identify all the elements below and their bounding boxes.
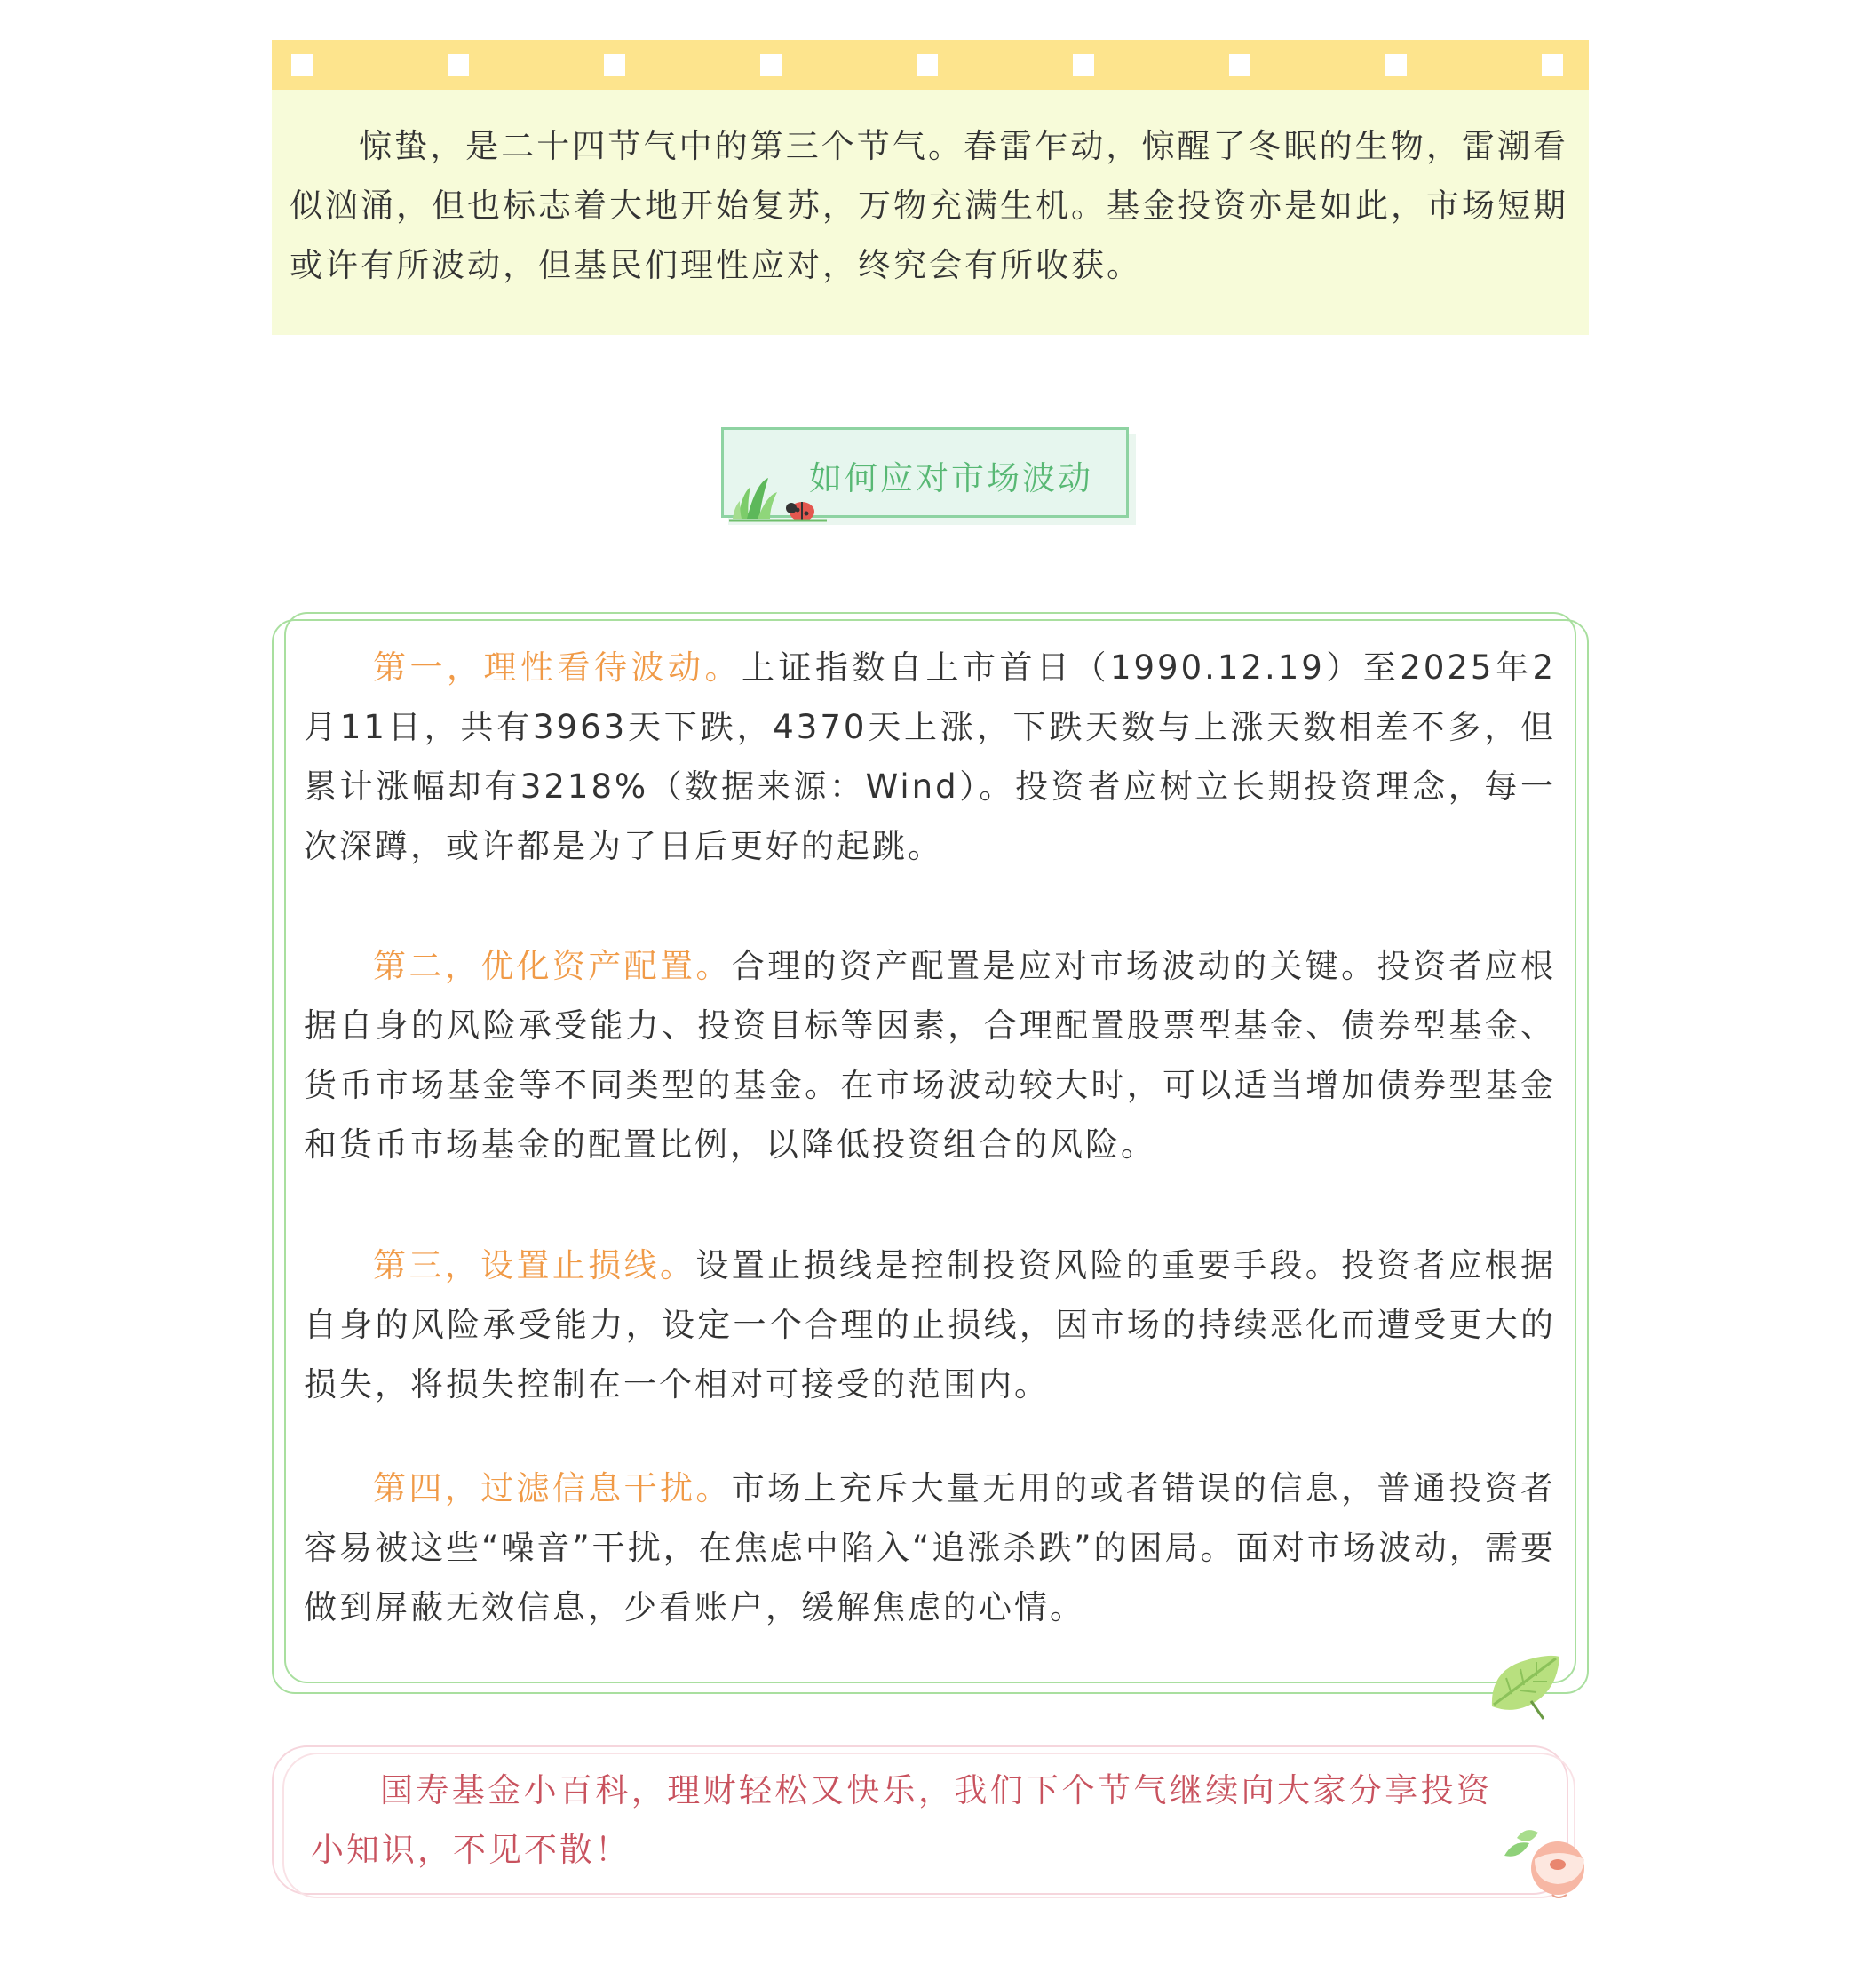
intro-card <box>272 40 1589 335</box>
leaf-icon <box>1485 1651 1565 1722</box>
strip-hole <box>291 54 313 76</box>
strip-hole <box>448 54 469 76</box>
tips-card <box>272 619 1589 1694</box>
tip-body: 合理的资产配置是应对市场波动的关键。投资者应根据自身的风险承受能力、投资目标等因素，合理配置股票型基金、债券型基金、货币市场基金等不同类型的基金。在市场波动较大时，可以适当增加债券型基金和货币市场基金的配置比例，以降低投资组合的风险。 <box>304 947 1556 1164</box>
intro-paragraph: 惊蛰，是二十四节气中的第三个节气。春雷乍动，惊醒了冬眠的生物，雷潮看似汹涌，但也标志着大地开始复苏，万物充满生机。基金投资亦是如此，市场短期或许有所波动，但基民们理性应对，终究会有所收获。 <box>290 127 1568 284</box>
closing-paragraph: 国寿基金小百科，理财轻松又快乐，我们下个节气继续向大家分享投资小知识，不见不散！ <box>311 1771 1492 1869</box>
strip-hole <box>1542 54 1563 76</box>
tip-block-4 <box>304 1459 1556 1637</box>
tip-heading: 第一，理性看待波动。 <box>373 648 742 687</box>
strip-hole <box>760 54 782 76</box>
tip-heading: 第二，优化资产配置。 <box>373 947 732 985</box>
tip-body: 上证指数自上市首日（1990.12.19）至2025年2月11日，共有3963天下跌，4370天上涨，下跌天数与上涨天数相差不多，但累计涨幅却有3218%（数据来源：Wind）。投资者应树立长期投资理念，每一次深蹲，或许都是为了日后更好的起跳。 <box>304 648 1556 865</box>
tip-block-3 <box>304 1236 1556 1414</box>
tip-body: 市场上充斥大量无用的或者错误的信息，普通投资者容易被这些“噪音”干扰，在焦虑中陷入“追涨杀跌”的困局。面对市场波动，需要做到屏蔽无效信息，少看账户，缓解焦虑的心情。 <box>304 1469 1556 1626</box>
strip-hole <box>1073 54 1094 76</box>
tip-block-2 <box>304 936 1556 1174</box>
strip-hole <box>1229 54 1250 76</box>
tip-heading: 第三，设置止损线。 <box>373 1246 696 1284</box>
tip-heading: 第四，过滤信息干扰。 <box>373 1469 732 1507</box>
strip-hole <box>604 54 625 76</box>
section-title-tag <box>721 427 1129 518</box>
strip-hole <box>1385 54 1407 76</box>
closing-card <box>272 1745 1568 1895</box>
peach-icon <box>1499 1820 1597 1900</box>
tip-body: 设置止损线是控制投资风险的重要手段。投资者应根据自身的风险承受能力，设定一个合理的止损线，因市场的持续恶化而遭受更大的损失，将损失控制在一个相对可接受的范围内。 <box>304 1246 1556 1404</box>
ladybug-icon <box>786 502 814 521</box>
strip-hole <box>917 54 938 76</box>
tip-block-1 <box>304 638 1556 876</box>
film-strip-decoration <box>272 40 1589 90</box>
section-title: 如何应对市场波动 <box>809 459 1093 497</box>
